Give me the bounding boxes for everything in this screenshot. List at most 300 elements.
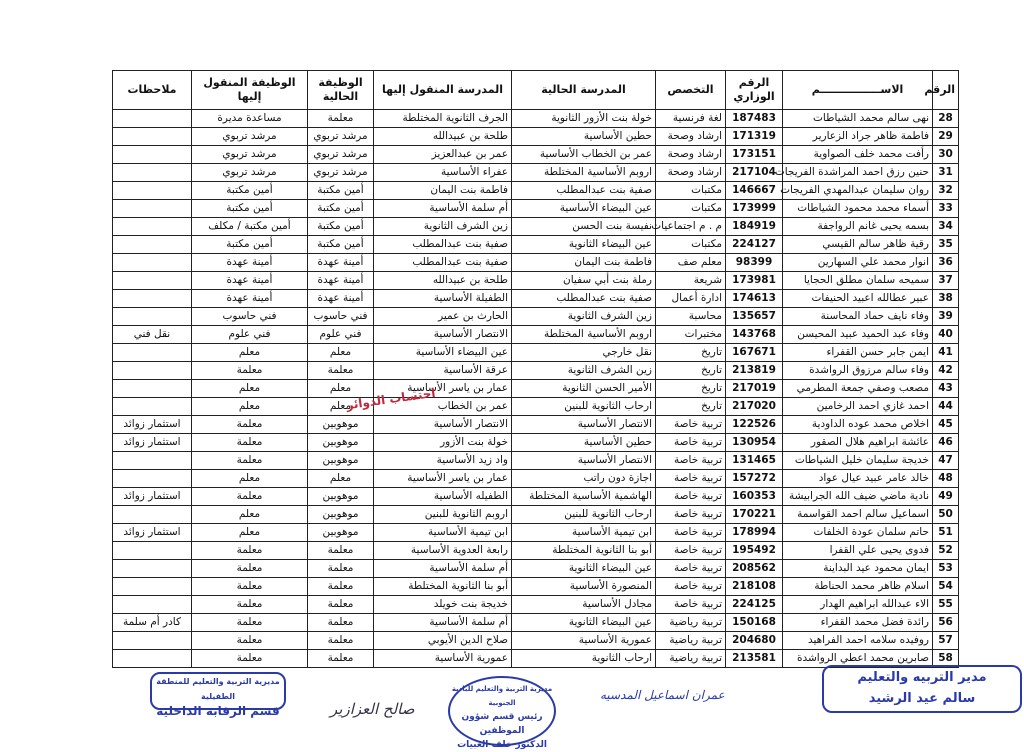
row-current-job: معلم	[308, 380, 374, 398]
row-notes	[113, 542, 192, 560]
table-row	[113, 254, 959, 272]
row-target-school: رابعة العدوية الأساسية	[374, 542, 512, 560]
row-current-school: نقل خارجي	[512, 344, 656, 362]
row-current-job: معلمة	[308, 560, 374, 578]
row-notes	[113, 650, 192, 668]
row-target-school: فاطمة بنت اليمان	[374, 182, 512, 200]
row-target-school: طلحة بن عبيدالله	[374, 272, 512, 290]
row-notes: استثمار زوائد	[113, 416, 192, 434]
row-current-school: نفيسة بنت الحسن	[512, 218, 656, 236]
stamp-center-line3: الدكتور خلف العبيات	[457, 740, 547, 750]
row-specialization: تاريخ	[656, 344, 726, 362]
row-specialization: محاسبة	[656, 308, 726, 326]
table-row	[113, 290, 959, 308]
row-current-job: معلم	[308, 470, 374, 488]
row-current-school: زين الشرف الثانوية	[512, 362, 656, 380]
row-notes	[113, 164, 192, 182]
row-target-school: الجرف الثانوية المختلطة	[374, 110, 512, 128]
header-national-id: الرقم الوزاري	[726, 71, 783, 110]
left-signature: صالح العزازير	[330, 700, 415, 718]
row-specialization: ادارة أعمال	[656, 290, 726, 308]
stamp-right-line1: مدير التربيه والتعليم	[857, 670, 987, 685]
row-current-school: الانتصار الأساسية	[512, 452, 656, 470]
row-index: 32	[933, 182, 959, 200]
stamp-org: مديرية التربية والتعليم للمنطقة الطفيلية	[156, 677, 280, 701]
row-specialization: تربية رياضية	[656, 614, 726, 632]
row-name: أسماء محمد محمود الشياطات	[783, 200, 933, 218]
table-row	[113, 200, 959, 218]
table-row	[113, 398, 959, 416]
row-name: ايمن جابر حسن القفراء	[783, 344, 933, 362]
row-name: نادية ماضي ضيف الله الجرابيشة	[783, 488, 933, 506]
row-target-school: عمر بن عبدالعزيز	[374, 146, 512, 164]
row-notes	[113, 506, 192, 524]
table-row	[113, 470, 959, 488]
table-row	[113, 110, 959, 128]
row-index: 29	[933, 128, 959, 146]
row-target-job: أمينة عهدة	[192, 290, 308, 308]
row-current-school: الهاشمية الأساسية المختلطة	[512, 488, 656, 506]
row-index: 44	[933, 398, 959, 416]
row-target-school: الانتصار الأساسية	[374, 416, 512, 434]
row-target-job: معلمة	[192, 452, 308, 470]
header-name: الاســــــــــــــــم	[783, 71, 933, 110]
row-specialization: مكتبات	[656, 200, 726, 218]
row-index: 50	[933, 506, 959, 524]
row-name: بسمه يحيى غانم الرواجفة	[783, 218, 933, 236]
row-notes	[113, 362, 192, 380]
row-index: 54	[933, 578, 959, 596]
row-specialization: مكتبات	[656, 182, 726, 200]
row-target-job: مساعدة مديرة	[192, 110, 308, 128]
table-row	[113, 506, 959, 524]
row-current-job: معلم	[308, 344, 374, 362]
row-national-id: 130954	[726, 434, 783, 452]
row-national-id: 146667	[726, 182, 783, 200]
red-stamp-mark: احتساب الدوائر	[345, 385, 437, 413]
row-national-id: 122526	[726, 416, 783, 434]
row-current-school: أبو بنا الثانوية المختلطة	[512, 542, 656, 560]
table-row	[113, 326, 959, 344]
row-current-school: رملة بنت أبي سفيان	[512, 272, 656, 290]
row-index: 34	[933, 218, 959, 236]
row-current-job: موهوبين	[308, 452, 374, 470]
table-row	[113, 488, 959, 506]
row-specialization: تربية خاصة	[656, 470, 726, 488]
row-specialization: ارشاد وصحة	[656, 146, 726, 164]
table-row	[113, 578, 959, 596]
row-current-school: ارحاب الثانوية للبنين	[512, 398, 656, 416]
row-index: 39	[933, 308, 959, 326]
row-name: اخلاص محمد عوده الداودية	[783, 416, 933, 434]
row-index: 31	[933, 164, 959, 182]
table-row	[113, 272, 959, 290]
row-national-id: 143768	[726, 326, 783, 344]
row-target-job: معلم	[192, 506, 308, 524]
table-row	[113, 596, 959, 614]
row-notes	[113, 308, 192, 326]
row-target-school: عمر بن الخطاب	[374, 398, 512, 416]
row-target-job: فني حاسوب	[192, 308, 308, 326]
table-row	[113, 380, 959, 398]
row-national-id: 178994	[726, 524, 783, 542]
row-specialization: ارشاد وصحة	[656, 164, 726, 182]
row-target-job: معلمة	[192, 614, 308, 632]
row-current-job: معلمة	[308, 632, 374, 650]
row-target-school: صفية بنت عبدالمطلب	[374, 254, 512, 272]
row-name: خديجة سليمان خليل الشياطات	[783, 452, 933, 470]
row-national-id: 213819	[726, 362, 783, 380]
row-name: رأفت محمد خلف الصواوية	[783, 146, 933, 164]
row-index: 37	[933, 272, 959, 290]
row-current-job: معلمة	[308, 542, 374, 560]
row-target-job: أمينة عهدة	[192, 272, 308, 290]
header-current-job: الوظيفة الحالية	[308, 71, 374, 110]
row-target-job: أمينة عهدة	[192, 254, 308, 272]
row-specialization: تربية خاصة	[656, 524, 726, 542]
row-name: فاطمة ظاهر جراد الزعارير	[783, 128, 933, 146]
internal-audit-stamp	[150, 672, 286, 718]
row-current-school: اجازة دون راتب	[512, 470, 656, 488]
row-index: 42	[933, 362, 959, 380]
row-target-school: الحارث بن عمير	[374, 308, 512, 326]
table-row	[113, 308, 959, 326]
row-target-school: صلاح الدين الأيوبي	[374, 632, 512, 650]
row-name: الاء عبدالله ابراهيم الهدار	[783, 596, 933, 614]
row-current-school: صفية بنت عبدالمطلب	[512, 182, 656, 200]
row-target-school: أم سلمة الأساسية	[374, 560, 512, 578]
row-index: 36	[933, 254, 959, 272]
row-specialization: تاريخ	[656, 380, 726, 398]
mid-signature-text: عمران اسماعيل المدسيه	[600, 688, 725, 702]
row-target-school: أبو بنا الثانوية المختلطة	[374, 578, 512, 596]
row-name: حنين رزق احمد المراشدة الفريجات	[783, 164, 933, 182]
row-specialization: تربية خاصة	[656, 452, 726, 470]
row-target-job: معلمة	[192, 650, 308, 668]
director-stamp	[822, 665, 1022, 713]
row-national-id: 208562	[726, 560, 783, 578]
row-specialization: مكتبات	[656, 236, 726, 254]
header-current-school: المدرسة الحالية	[512, 71, 656, 110]
row-index: 55	[933, 596, 959, 614]
row-notes	[113, 218, 192, 236]
row-name: فدوى يحيى علي القفرا	[783, 542, 933, 560]
row-national-id: 173151	[726, 146, 783, 164]
row-target-job: أمين مكتبة	[192, 200, 308, 218]
row-index: 47	[933, 452, 959, 470]
row-notes: استثمار زوائد	[113, 434, 192, 452]
row-current-school: الانتصار الأساسية	[512, 416, 656, 434]
row-current-school: ارحاب الثانوية	[512, 650, 656, 668]
row-current-school: الأمير الحسن الثانوية	[512, 380, 656, 398]
row-notes	[113, 236, 192, 254]
row-national-id: 224127	[726, 236, 783, 254]
row-specialization: تربية خاصة	[656, 488, 726, 506]
row-target-job: أمين مكتبة	[192, 182, 308, 200]
row-notes	[113, 182, 192, 200]
row-national-id: 195492	[726, 542, 783, 560]
stamp-dept: قسم الرقابة الداخلية	[156, 704, 280, 718]
row-current-job: معلم	[308, 398, 374, 416]
row-target-school: الطفيله الأساسية	[374, 488, 512, 506]
row-target-job: معلمة	[192, 434, 308, 452]
row-name: اسماعيل سالم احمد القواسمة	[783, 506, 933, 524]
row-notes	[113, 344, 192, 362]
row-index: 57	[933, 632, 959, 650]
personnel-stamp	[448, 676, 556, 750]
row-current-school: عين البيضاء الثانوية	[512, 236, 656, 254]
row-notes	[113, 578, 192, 596]
header-notes: ملاحظات	[113, 71, 192, 110]
row-target-school: عفراء الأساسية	[374, 164, 512, 182]
row-current-school: اروبم الأساسية المختلطة	[512, 326, 656, 344]
row-national-id: 213581	[726, 650, 783, 668]
stamp-center-line1: مديرية التربية والتعليم للبادية الجنوبية	[451, 685, 553, 707]
row-current-job: أمين مكتبة	[308, 218, 374, 236]
row-name: وفاء سالم مرزوق الرواشدة	[783, 362, 933, 380]
row-notes	[113, 272, 192, 290]
row-national-id: 131465	[726, 452, 783, 470]
row-target-job: مرشد تربوي	[192, 146, 308, 164]
row-target-job: معلم	[192, 524, 308, 542]
row-current-job: أمينة عهدة	[308, 254, 374, 272]
row-national-id: 174613	[726, 290, 783, 308]
row-current-job: معلمة	[308, 110, 374, 128]
row-current-job: مرشد تربوي	[308, 128, 374, 146]
row-notes	[113, 632, 192, 650]
row-name: روان سليمان عبدالمهدي الفريجات	[783, 182, 933, 200]
row-national-id: 167671	[726, 344, 783, 362]
row-notes	[113, 596, 192, 614]
row-target-school: خديجة بنت خويلد	[374, 596, 512, 614]
row-index: 58	[933, 650, 959, 668]
row-target-job: معلمة	[192, 560, 308, 578]
header-target-job: الوظيفة المنقول إليها	[192, 71, 308, 110]
row-target-school: اروبم الثانوية للبنين	[374, 506, 512, 524]
table-row	[113, 452, 959, 470]
row-current-school: ارحاب الثانوية للبنين	[512, 506, 656, 524]
row-target-school: ابن تيمية الأساسية	[374, 524, 512, 542]
row-index: 30	[933, 146, 959, 164]
row-index: 41	[933, 344, 959, 362]
row-current-job: أمينة عهدة	[308, 290, 374, 308]
header-target-school: المدرسة المنقول إليها	[374, 71, 512, 110]
row-target-school: واد زيد الأساسية	[374, 452, 512, 470]
row-notes	[113, 200, 192, 218]
row-current-job: موهوبين	[308, 434, 374, 452]
row-notes	[113, 452, 192, 470]
row-current-job: معلمة	[308, 614, 374, 632]
row-current-school: ابن تيمية الأساسية	[512, 524, 656, 542]
row-notes	[113, 110, 192, 128]
row-national-id: 218108	[726, 578, 783, 596]
row-name: اسلام ظاهر محمد الحناطة	[783, 578, 933, 596]
row-specialization: تربية رياضية	[656, 632, 726, 650]
row-notes: نقل فني	[113, 326, 192, 344]
row-target-school: عرقة الأساسية	[374, 362, 512, 380]
row-notes: استثمار زوائد	[113, 488, 192, 506]
table-row	[113, 164, 959, 182]
row-name: عائشة ابراهيم هلال الصقور	[783, 434, 933, 452]
row-index: 52	[933, 542, 959, 560]
row-national-id: 170221	[726, 506, 783, 524]
row-current-school: فاطمة بنت اليمان	[512, 254, 656, 272]
row-national-id: 135657	[726, 308, 783, 326]
row-specialization: مختبرات	[656, 326, 726, 344]
row-national-id: 160353	[726, 488, 783, 506]
row-name: روفيده سلامه احمد الفراهيد	[783, 632, 933, 650]
row-target-job: أمين مكتبة	[192, 236, 308, 254]
row-specialization: تربية رياضية	[656, 650, 726, 668]
row-index: 46	[933, 434, 959, 452]
row-name: صابرين محمد اعطي الرواشدة	[783, 650, 933, 668]
row-name: سميحه سلمان مطلق الحجايا	[783, 272, 933, 290]
transfer-table	[112, 70, 959, 668]
row-national-id: 150168	[726, 614, 783, 632]
row-name: احمد غازي احمد الرخامين	[783, 398, 933, 416]
row-index: 40	[933, 326, 959, 344]
row-notes	[113, 146, 192, 164]
row-specialization: تربية خاصة	[656, 578, 726, 596]
row-target-school: خولة بنت الأزور	[374, 434, 512, 452]
row-target-job: أمين مكتبة / مكلف	[192, 218, 308, 236]
row-target-job: معلمة	[192, 362, 308, 380]
row-target-job: معلم	[192, 344, 308, 362]
row-current-job: أمين مكتبة	[308, 200, 374, 218]
row-specialization: تربية خاصة	[656, 560, 726, 578]
row-index: 38	[933, 290, 959, 308]
row-current-school: عين البيضاء الأساسية	[512, 200, 656, 218]
row-current-school: حطين الأساسية	[512, 434, 656, 452]
row-index: 53	[933, 560, 959, 578]
row-name: رائدة فضل محمد القفراء	[783, 614, 933, 632]
row-current-job: موهوبين	[308, 506, 374, 524]
row-target-school: عين البيضاء الأساسية	[374, 344, 512, 362]
table-row	[113, 362, 959, 380]
row-index: 28	[933, 110, 959, 128]
row-target-job: معلمة	[192, 542, 308, 560]
table-row	[113, 344, 959, 362]
row-notes	[113, 470, 192, 488]
row-national-id: 171319	[726, 128, 783, 146]
stamp-right-line2: سالم عيد الرشيد	[868, 691, 976, 706]
row-name: نهى سالم محمد الشياطات	[783, 110, 933, 128]
row-notes	[113, 128, 192, 146]
row-target-school: زين الشرف الثانوية	[374, 218, 512, 236]
row-specialization: ارشاد وصحة	[656, 128, 726, 146]
row-index: 49	[933, 488, 959, 506]
row-specialization: م . م اجتماعيات	[656, 218, 726, 236]
row-current-school: صفية بنت عبدالمطلب	[512, 290, 656, 308]
row-current-job: معلمة	[308, 362, 374, 380]
row-specialization: تربية خاصة	[656, 542, 726, 560]
row-target-job: معلمة	[192, 578, 308, 596]
row-current-school: المنصورة الأساسية	[512, 578, 656, 596]
row-index: 33	[933, 200, 959, 218]
row-target-job: مرشد تربوي	[192, 128, 308, 146]
row-name: حاتم سلمان عودة الخلفات	[783, 524, 933, 542]
row-current-school: خولة بنت الأزور الثانوية	[512, 110, 656, 128]
row-current-job: أمين مكتبة	[308, 236, 374, 254]
table-row	[113, 146, 959, 164]
row-index: 56	[933, 614, 959, 632]
table-row	[113, 632, 959, 650]
row-specialization: لغة فرنسية	[656, 110, 726, 128]
row-national-id: 184919	[726, 218, 783, 236]
row-notes	[113, 380, 192, 398]
row-current-job: موهوبين	[308, 416, 374, 434]
row-target-school: أم سلمة الأساسية	[374, 614, 512, 632]
row-index: 43	[933, 380, 959, 398]
row-specialization: تاريخ	[656, 398, 726, 416]
table-row	[113, 416, 959, 434]
table-row	[113, 434, 959, 452]
row-national-id: 224125	[726, 596, 783, 614]
table-row	[113, 218, 959, 236]
row-specialization: شريعة	[656, 272, 726, 290]
row-specialization: تربية خاصة	[656, 416, 726, 434]
row-target-school: عمار بن ياسر الأساسية	[374, 470, 512, 488]
row-notes	[113, 560, 192, 578]
row-current-school: حطين الأساسية	[512, 128, 656, 146]
row-national-id: 217019	[726, 380, 783, 398]
row-index: 35	[933, 236, 959, 254]
row-national-id: 217104	[726, 164, 783, 182]
row-current-job: أمين مكتبة	[308, 182, 374, 200]
row-current-school: اروبم الأساسية المختلطة	[512, 164, 656, 182]
row-name: وفاء عبد الحميد عبيد المحيسن	[783, 326, 933, 344]
row-name: انوار محمد علي السهارين	[783, 254, 933, 272]
table-row	[113, 128, 959, 146]
row-specialization: تربية خاصة	[656, 434, 726, 452]
table-row	[113, 236, 959, 254]
row-target-school: أم سلمة الأساسية	[374, 200, 512, 218]
table-row	[113, 182, 959, 200]
table-header-row	[113, 71, 959, 110]
row-notes	[113, 398, 192, 416]
row-current-school: مجادل الأساسية	[512, 596, 656, 614]
row-current-job: موهوبين	[308, 524, 374, 542]
table-row	[113, 614, 959, 632]
row-specialization: معلم صف	[656, 254, 726, 272]
row-target-school: الطفيلة الأساسية	[374, 290, 512, 308]
row-current-job: فني حاسوب	[308, 308, 374, 326]
row-name: ايمان محمود عيد البداينة	[783, 560, 933, 578]
row-national-id: 157272	[726, 470, 783, 488]
row-target-job: معلم	[192, 470, 308, 488]
row-current-job: أمينة عهدة	[308, 272, 374, 290]
header-index: الرقم	[933, 71, 959, 110]
table-row	[113, 542, 959, 560]
row-current-school: عمورية الأساسية	[512, 632, 656, 650]
row-current-job: مرشد تربوي	[308, 146, 374, 164]
row-current-job: مرشد تربوي	[308, 164, 374, 182]
row-national-id: 173999	[726, 200, 783, 218]
row-national-id: 187483	[726, 110, 783, 128]
row-index: 45	[933, 416, 959, 434]
header-specialization: التخصص	[656, 71, 726, 110]
row-name: خالد عامر عبيد عيال عواد	[783, 470, 933, 488]
row-current-school: عين البيضاء الثانوية	[512, 560, 656, 578]
row-target-school: صفية بنت عبدالمطلب	[374, 236, 512, 254]
row-target-school: عمار بن ياسر الأساسية	[374, 380, 512, 398]
row-notes: استثمار زوائد	[113, 524, 192, 542]
row-target-job: معلمة	[192, 416, 308, 434]
row-national-id: 173981	[726, 272, 783, 290]
row-target-job: فني علوم	[192, 326, 308, 344]
row-national-id: 204680	[726, 632, 783, 650]
row-current-job: معلمة	[308, 578, 374, 596]
